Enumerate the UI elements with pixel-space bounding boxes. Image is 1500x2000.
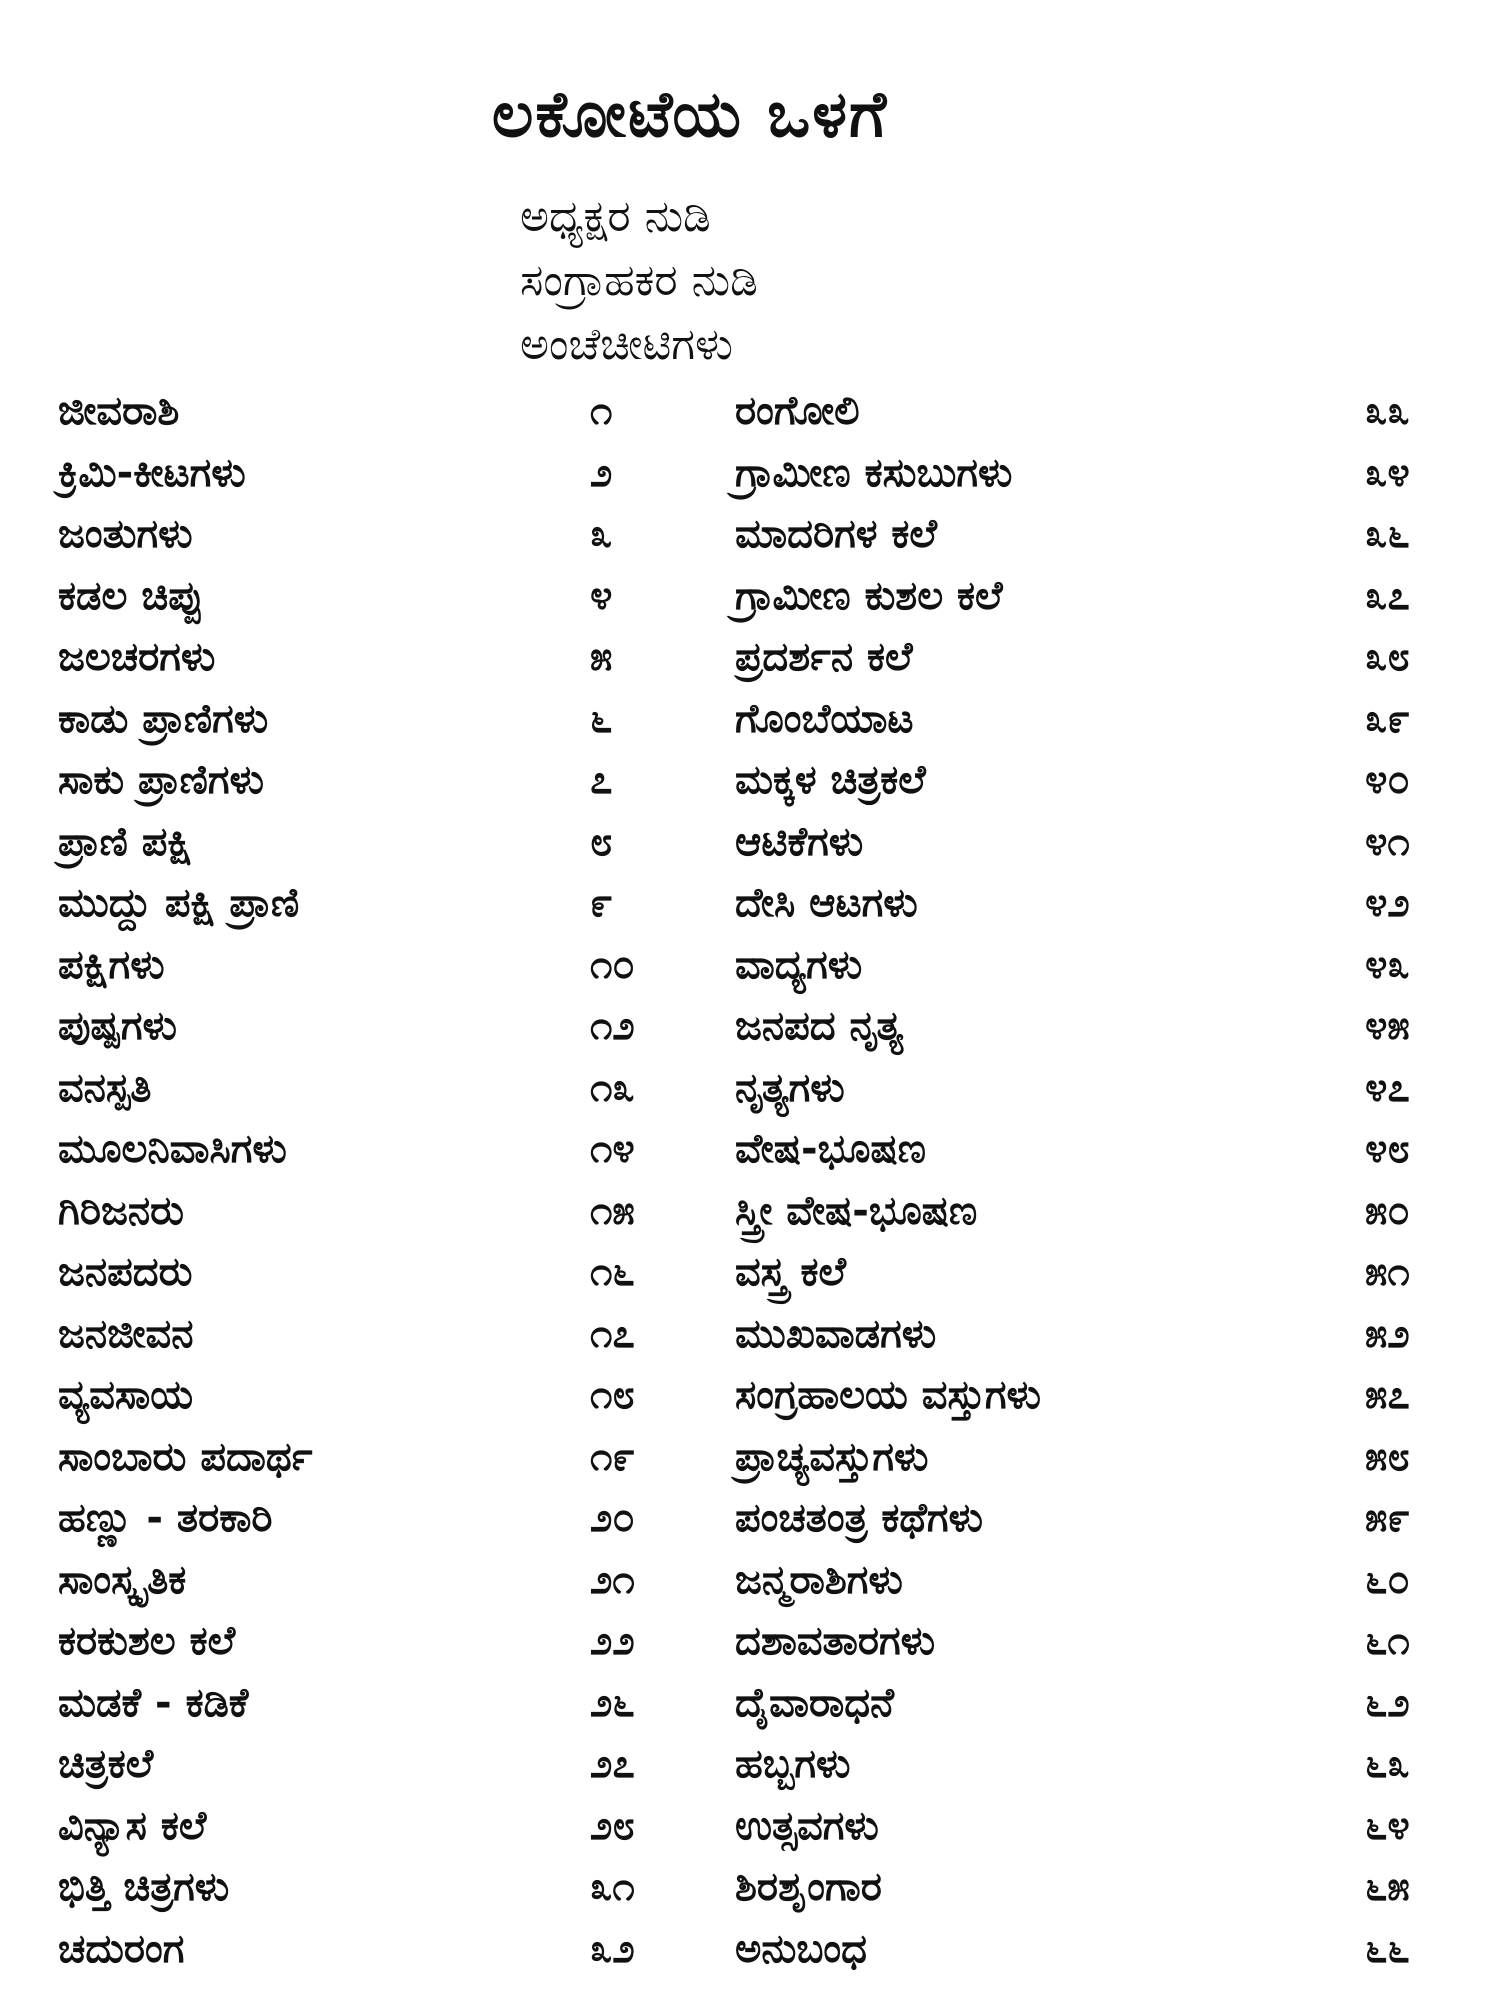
left-entry-title: ಕಡಲ ಚಿಪ್ಪು <box>58 572 204 619</box>
right-entry-page: ೬೪ <box>1365 1802 1410 1849</box>
contents-row <box>0 1118 1500 1180</box>
left-entry-title: ಚಿತ್ರಕಲೆ <box>58 1741 154 1787</box>
contents-row <box>0 995 1500 1057</box>
right-entry-title: ಜನ್ಮರಾಶಿಗಳು <box>735 1556 903 1603</box>
right-entry-title: ಮಾದರಿಗಳ ಕಲೆ <box>735 511 937 557</box>
right-entry-title: ಜನಪದ ನೃತ್ಯ <box>735 1003 904 1049</box>
left-entry-title: ಮೂಲನಿವಾಸಿಗಳು <box>58 1126 287 1172</box>
right-entry-page: ೬೫ <box>1365 1864 1410 1910</box>
left-entry-title: ಗಿರಿಜನರು <box>58 1187 184 1234</box>
left-entry-page: ೧೫ <box>590 1187 635 1234</box>
right-entry-title: ದೇಸಿ ಆಟಗಳು <box>735 880 918 926</box>
contents-row <box>0 380 1500 442</box>
front-matter-item: ಸಂಗ್ರಾಹಕರ ನುಡಿ <box>520 255 758 306</box>
right-entry-page: ೪೫ <box>1365 1003 1410 1049</box>
page-title-text: ಲಕೋಟೆಯ ಒಳಗೆ <box>491 78 889 152</box>
left-entry-title: ಜನಜೀವನ <box>58 1310 194 1357</box>
right-entry-title: ಆಟಿಕೆಗಳು <box>735 818 864 865</box>
contents-row <box>0 1918 1500 1980</box>
left-entry-page: ೧೦ <box>590 941 635 988</box>
right-entry-page: ೪೨ <box>1365 880 1410 926</box>
left-entry-title: ವನಸ್ಪತಿ <box>58 1064 152 1111</box>
left-entry-page: ೬ <box>590 695 613 742</box>
contents-row <box>0 1426 1500 1488</box>
right-entry-title: ಗೊಂಬೆಯಾಟ <box>735 695 914 742</box>
left-entry-title: ಕರಕುಶಲ ಕಲೆ <box>58 1618 236 1664</box>
right-entry-title: ಗ್ರಾಮೀಣ ಕುಶಲ ಕಲೆ <box>735 572 1003 619</box>
right-entry-title: ಸಂಗ್ರಹಾಲಯ ವಸ್ತುಗಳು <box>735 1372 1041 1418</box>
right-entry-page: ೪೧ <box>1365 818 1410 865</box>
contents-row <box>0 1856 1500 1918</box>
left-entry-page: ೪ <box>590 572 613 619</box>
contents-row <box>0 1795 1500 1857</box>
left-entry-title: ಸಾಂಬಾರು ಪದಾರ್ಥ <box>58 1433 313 1480</box>
left-entry-page: ೨೮ <box>590 1802 635 1849</box>
left-entry-page: ೧೨ <box>590 1003 635 1049</box>
left-entry-title: ಜಲಚರಗಳು <box>58 634 216 680</box>
contents-row <box>0 688 1500 750</box>
right-entry-title: ವೇಷ-ಭೂಷಣ <box>735 1126 927 1172</box>
contents-row <box>0 503 1500 565</box>
left-entry-title: ಪಕ್ಷಿಗಳು <box>58 941 165 988</box>
right-entry-page: ೫೨ <box>1365 1310 1410 1357</box>
left-entry-title: ವ್ಯವಸಾಯ <box>58 1372 194 1418</box>
right-entry-page: ೬೧ <box>1365 1618 1410 1664</box>
right-entry-title: ಮಕ್ಕಳ ಚಿತ್ರಕಲೆ <box>735 757 926 803</box>
right-entry-page: ೪೦ <box>1365 757 1410 803</box>
contents-row <box>0 1057 1500 1119</box>
right-entry-page: ೬೬ <box>1365 1925 1410 1972</box>
right-entry-page: ೪೩ <box>1365 941 1410 988</box>
left-entry-title: ಜಂತುಗಳು <box>58 511 193 557</box>
right-entry-title: ಪ್ರಾಚ್ಯವಸ್ತುಗಳು <box>735 1433 929 1480</box>
front-matter-list <box>520 185 758 377</box>
contents-row <box>0 565 1500 627</box>
right-entry-title: ಉತ್ಸವಗಳು <box>735 1802 879 1849</box>
contents-row <box>0 1672 1500 1734</box>
contents-row <box>0 442 1500 504</box>
page-title <box>0 78 1500 152</box>
front-matter-item: ಅಧ್ಯಕ್ಷರ ನುಡಿ <box>520 191 711 242</box>
right-entry-page: ೩೬ <box>1365 511 1410 557</box>
left-entry-title: ವಿನ್ಯಾಸ ಕಲೆ <box>58 1802 207 1849</box>
left-entry-page: ೨೨ <box>590 1618 635 1664</box>
right-entry-title: ಗ್ರಾಮೀಣ ಕಸುಬುಗಳು <box>735 449 1013 496</box>
right-entry-page: ೪೭ <box>1365 1064 1410 1111</box>
left-entry-title: ಮುದ್ದು ಪಕ್ಷಿ ಪ್ರಾಣಿ <box>58 880 300 926</box>
left-entry-page: ೨೦ <box>590 1495 635 1541</box>
left-entry-page: ೧೭ <box>590 1310 635 1357</box>
right-entry-title: ವಾದ್ಯಗಳು <box>735 941 863 988</box>
right-entry-title: ಶಿರಶೃಂಗಾರ <box>735 1864 882 1910</box>
contents-row <box>0 1241 1500 1303</box>
front-matter-item: ಅಂಚೆಚೀಟಿಗಳು <box>520 319 733 370</box>
contents-row <box>0 1180 1500 1242</box>
right-entry-title: ಮುಖವಾಡಗಳು <box>735 1310 937 1357</box>
contents-row <box>0 1364 1500 1426</box>
left-entry-title: ಕ್ರಿಮಿ-ಕೀಟಗಳು <box>58 449 246 496</box>
left-entry-page: ೨೬ <box>590 1679 635 1726</box>
right-entry-title: ನೃತ್ಯಗಳು <box>735 1064 845 1111</box>
left-entry-page: ೧೮ <box>590 1372 635 1418</box>
right-entry-page: ೫೯ <box>1365 1495 1410 1541</box>
right-entry-title: ಅನುಬಂಧ <box>735 1925 867 1972</box>
left-entry-page: ೮ <box>590 818 613 865</box>
left-entry-title: ಮಡಕೆ - ಕಡಿಕೆ <box>58 1679 249 1726</box>
right-entry-title: ರಂಗೋಲಿ <box>735 388 860 434</box>
right-entry-page: ೫೦ <box>1365 1187 1410 1234</box>
right-entry-title: ಸ್ತ್ರೀ ವೇಷ-ಭೂಷಣ <box>735 1187 978 1234</box>
right-entry-page: ೫೭ <box>1365 1372 1410 1418</box>
left-entry-page: ೧ <box>590 388 613 434</box>
contents-row <box>0 1610 1500 1672</box>
right-entry-page: ೩೯ <box>1365 695 1410 742</box>
left-entry-page: ೧೪ <box>590 1126 635 1172</box>
left-entry-title: ಭಿತ್ತಿ ಚಿತ್ರಗಳು <box>58 1864 230 1910</box>
left-entry-page: ೩೧ <box>590 1864 635 1910</box>
left-entry-title: ಜನಪದರು <box>58 1249 193 1295</box>
left-entry-page: ೧೩ <box>590 1064 635 1111</box>
right-entry-page: ೬೩ <box>1365 1741 1410 1787</box>
right-entry-page: ೩೭ <box>1365 572 1410 619</box>
right-entry-page: ೪೮ <box>1365 1126 1410 1172</box>
right-entry-title: ಹಬ್ಬಗಳು <box>735 1741 851 1787</box>
left-entry-page: ೩ <box>590 511 613 557</box>
left-entry-title: ಸಾಂಸ್ಕೃತಿಕ <box>58 1556 187 1603</box>
left-entry-title: ಚದುರಂಗ <box>58 1925 185 1972</box>
left-entry-title: ಸಾಕು ಪ್ರಾಣಿಗಳು <box>58 757 264 803</box>
left-entry-page: ೫ <box>590 634 613 680</box>
left-entry-page: ೨೭ <box>590 1741 635 1787</box>
right-entry-title: ದಶಾವತಾರಗಳು <box>735 1618 936 1664</box>
left-entry-page: ೭ <box>590 757 613 803</box>
right-entry-title: ದೈವಾರಾಧನೆ <box>735 1679 894 1726</box>
contents-row <box>0 749 1500 811</box>
contents-row <box>0 626 1500 688</box>
contents-row <box>0 1733 1500 1795</box>
contents-row <box>0 1303 1500 1365</box>
right-entry-title: ಪಂಚತಂತ್ರ ಕಥೆಗಳು <box>735 1495 983 1541</box>
left-entry-title: ಜೀವರಾಶಿ <box>58 388 180 434</box>
left-entry-page: ೨೧ <box>590 1556 635 1603</box>
left-entry-page: ೧೯ <box>590 1433 635 1480</box>
right-entry-page: ೫೧ <box>1365 1249 1410 1295</box>
left-entry-title: ಕಾಡು ಪ್ರಾಣಿಗಳು <box>58 695 269 742</box>
left-entry-page: ೯ <box>590 880 613 926</box>
right-entry-title: ಪ್ರದರ್ಶನ ಕಲೆ <box>735 634 913 680</box>
contents-row <box>0 1487 1500 1549</box>
right-entry-title: ವಸ್ತ್ರ ಕಲೆ <box>735 1249 846 1295</box>
left-entry-title: ಪುಷ್ಪಗಳು <box>58 1003 177 1049</box>
right-entry-page: ೬೨ <box>1365 1679 1410 1726</box>
right-entry-page: ೬೦ <box>1365 1556 1410 1603</box>
left-entry-page: ೩೨ <box>590 1925 635 1972</box>
right-entry-page: ೩೩ <box>1365 388 1410 434</box>
left-entry-page: ೧೬ <box>590 1249 635 1295</box>
right-entry-page: ೩೪ <box>1365 449 1410 496</box>
contents-row <box>0 872 1500 934</box>
contents-row <box>0 811 1500 873</box>
right-entry-page: ೩೮ <box>1365 634 1410 680</box>
contents-row <box>0 934 1500 996</box>
right-entry-page: ೫೮ <box>1365 1433 1410 1480</box>
left-entry-title: ಪ್ರಾಣಿ ಪಕ್ಷಿ <box>58 818 193 865</box>
left-entry-page: ೨ <box>590 449 613 496</box>
left-entry-title: ಹಣ್ಣು - ತರಕಾರಿ <box>58 1495 273 1541</box>
contents-row <box>0 1549 1500 1611</box>
